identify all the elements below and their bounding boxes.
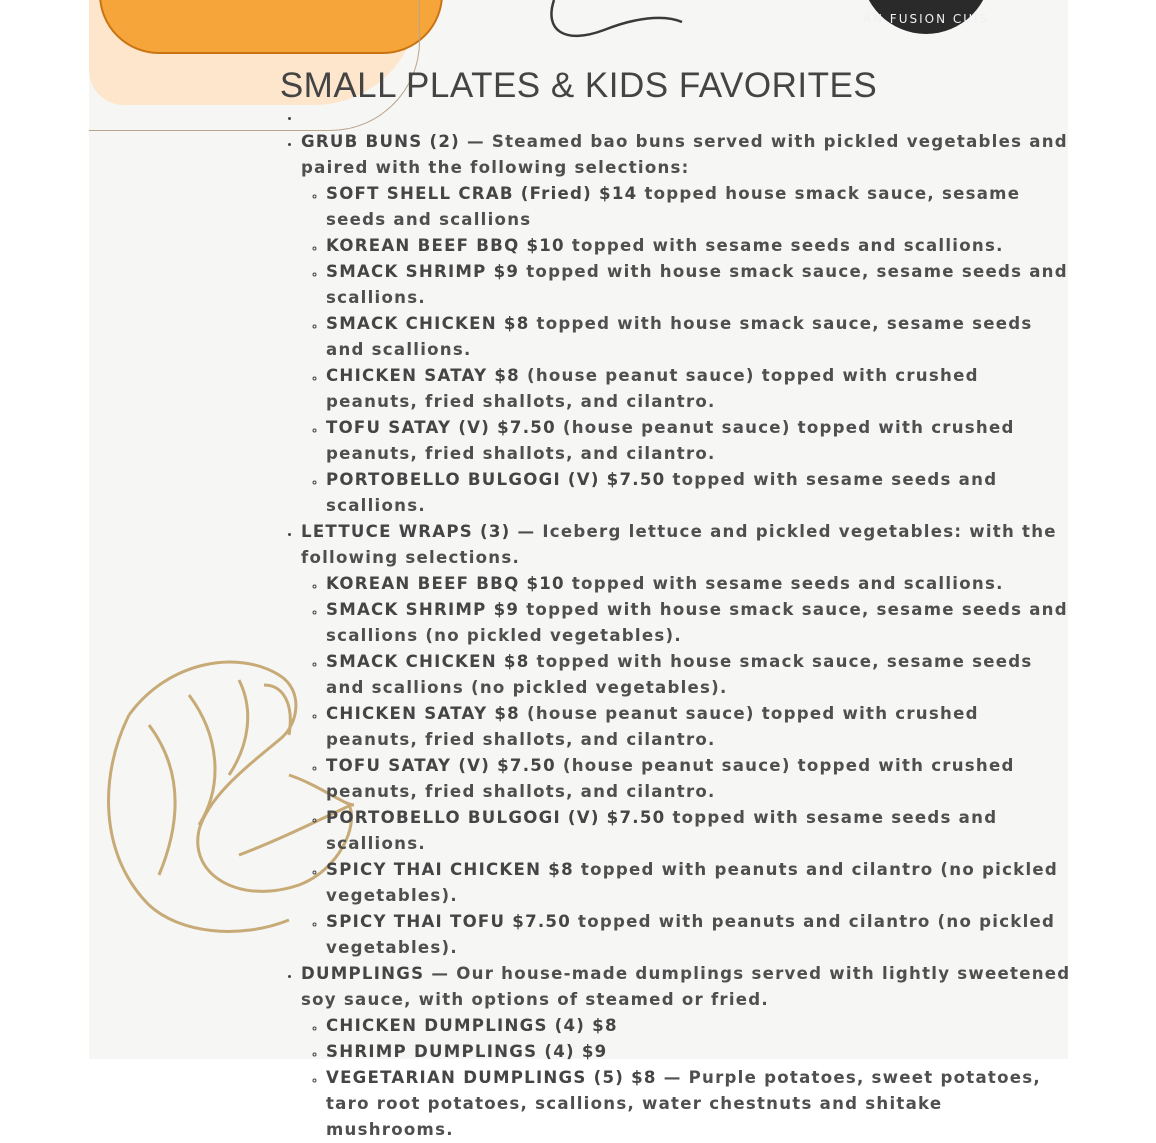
- item-name: SPICY THAI TOFU $7.50: [326, 912, 572, 931]
- section-description: — Steamed bao buns served with pickled vegetables and paired with the following selections:: [301, 132, 1068, 177]
- item-description: topped with sesame seeds and scallions.: [326, 470, 998, 515]
- empty-list-item: [301, 103, 1071, 129]
- item-description: topped house smack sauce, sesame seeds and scallions: [326, 184, 1021, 229]
- menu-section: [301, 519, 1071, 961]
- item-description: — Purple potatoes, sweet potatoes, taro root potatoes, scallions, water chestnuts and shitake mushrooms.: [326, 1068, 1041, 1139]
- item-description: (house peanut sauce) topped with crushed peanuts, fried shallots, and cilantro.: [326, 756, 1015, 801]
- item-description: topped with sesame seeds and scallions.: [564, 236, 1004, 255]
- section-items: [301, 571, 1071, 961]
- menu-section: [301, 129, 1071, 519]
- item-name: KOREAN BEEF BBQ $10: [326, 574, 565, 593]
- section-description: — Iceberg lettuce and pickled vegetables: with the following selections.: [301, 522, 1057, 567]
- item-name: CHICKEN SATAY $8: [326, 704, 520, 723]
- item-name: VEGETARIAN DUMPLINGS (5) $8: [326, 1068, 657, 1087]
- item-name: SPICY THAI CHICKEN $8: [326, 860, 574, 879]
- section-name: GRUB BUNS (2): [301, 132, 460, 151]
- item-description: topped with sesame seeds and scallions.: [326, 808, 998, 853]
- item-name: CHICKEN DUMPLINGS (4) $8: [326, 1016, 618, 1035]
- item-name: SMACK SHRIMP $9: [326, 262, 520, 281]
- menu-page: [89, 0, 1071, 1139]
- item-name: SOFT SHELL CRAB (Fried) $14: [326, 184, 638, 203]
- menu-section: [301, 961, 1071, 1143]
- menu-item: [326, 1039, 1071, 1065]
- item-description: topped with sesame seeds and scallions.: [564, 574, 1004, 593]
- menu-list: [301, 103, 1071, 1143]
- menu-item: [326, 909, 1071, 961]
- section-items: [301, 1013, 1071, 1143]
- item-description: (house peanut sauce) topped with crushed peanuts, fried shallots, and cilantro.: [326, 704, 979, 749]
- menu-item: [326, 597, 1071, 649]
- item-description: topped with house smack sauce, sesame seeds and scallions (no pickled vegetables).: [326, 652, 1033, 697]
- menu-item: [326, 701, 1071, 753]
- section-name: LETTUCE WRAPS (3): [301, 522, 511, 541]
- item-name: SMACK CHICKEN $8: [326, 314, 530, 333]
- restaurant-logo: [861, 0, 991, 34]
- item-description: topped with peanuts and cilantro (no pickled vegetables).: [326, 912, 1056, 957]
- page-title: SMALL PLATES & KIDS FAVORITES: [279, 66, 878, 105]
- decorative-swirl: [544, 0, 684, 45]
- item-name: SHRIMP DUMPLINGS (4) $9: [326, 1042, 608, 1061]
- menu-item: [326, 311, 1071, 363]
- menu-item: [326, 363, 1071, 415]
- menu-item: [326, 753, 1071, 805]
- section-name: DUMPLINGS: [301, 964, 425, 983]
- menu-item: [326, 1065, 1071, 1143]
- menu-item: [326, 1013, 1071, 1039]
- menu-item: [326, 259, 1071, 311]
- menu-item: [326, 467, 1071, 519]
- item-description: topped with house smack sauce, sesame seeds and scallions.: [326, 262, 1068, 307]
- menu-item: [326, 415, 1071, 467]
- logo-text: AN FUSION CUIS: [862, 12, 990, 26]
- menu-item: [326, 805, 1071, 857]
- item-name: SMACK CHICKEN $8: [326, 652, 530, 671]
- menu-item: [326, 649, 1071, 701]
- section-items: [301, 181, 1071, 519]
- menu-item: [326, 857, 1071, 909]
- item-name: PORTOBELLO BULGOGI (V) $7.50: [326, 470, 666, 489]
- item-description: topped with house smack sauce, sesame seeds and scallions.: [326, 314, 1033, 359]
- item-name: SMACK SHRIMP $9: [326, 600, 520, 619]
- item-name: TOFU SATAY (V) $7.50: [326, 756, 556, 775]
- item-name: TOFU SATAY (V) $7.50: [326, 418, 556, 437]
- item-description: (house peanut sauce) topped with crushed peanuts, fried shallots, and cilantro.: [326, 366, 979, 411]
- item-description: (house peanut sauce) topped with crushed peanuts, fried shallots, and cilantro.: [326, 418, 1015, 463]
- menu-item: [326, 181, 1071, 233]
- menu-item: [326, 233, 1071, 259]
- item-description: topped with peanuts and cilantro (no pickled vegetables).: [326, 860, 1059, 905]
- item-description: topped with house smack sauce, sesame seeds and scallions (no pickled vegetables).: [326, 600, 1068, 645]
- item-name: KOREAN BEEF BBQ $10: [326, 236, 565, 255]
- section-description: — Our house-made dumplings served with lightly sweetened soy sauce, with options of steamed or fried.: [301, 964, 1071, 1009]
- menu-item: [326, 571, 1071, 597]
- item-name: PORTOBELLO BULGOGI (V) $7.50: [326, 808, 666, 827]
- item-name: CHICKEN SATAY $8: [326, 366, 520, 385]
